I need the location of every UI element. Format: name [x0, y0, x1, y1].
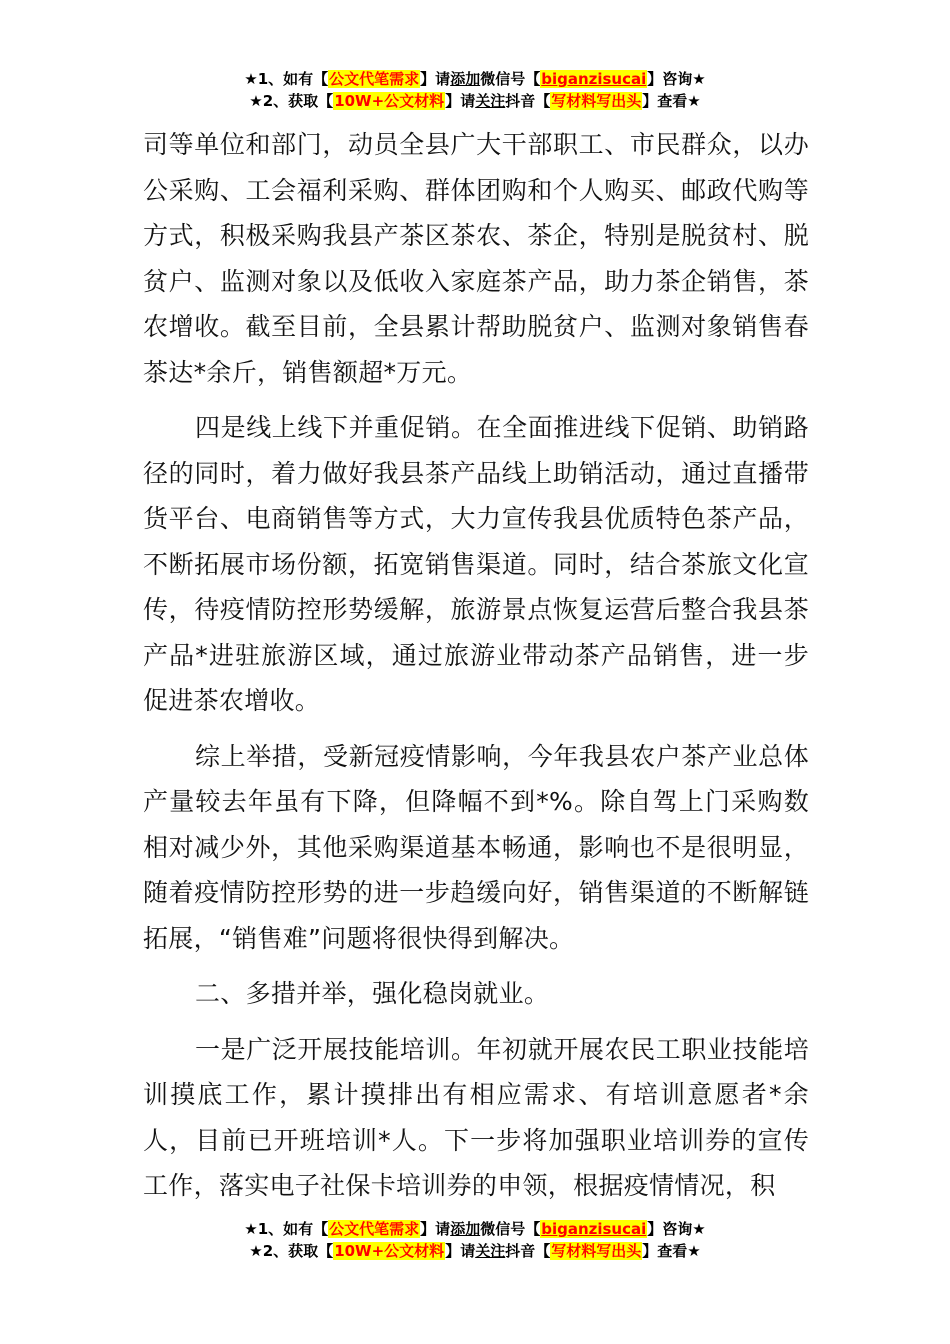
banner-text: 】请	[445, 92, 476, 110]
banner-text: 】查看★	[642, 92, 701, 110]
paragraph: 司等单位和部门，动员全县广大干部职工、市民群众，以办公采购、工会福利采购、群体团购和个人购买、邮政代购等方式，积极采购我县产茶区茶农、茶企，特别是脱贫村、脱贫户、监测对象以及低收入家庭茶产品，助力茶企销售，茶农增收。截至目前，全县累计帮助脱贫户、监测对象销售春茶达*余斤，销售额超*万元。	[143, 130, 809, 387]
paragraph: 一是广泛开展技能培训。年初就开展农民工职业技能培训摸底工作，累计摸排出有相应需求、有培训意愿者*余人，目前已开班培训*人。下一步将加强职业培训券的宣传工作，落实电子社保卡培训券的申领，根据疫情情况，积	[143, 1034, 809, 1200]
banner-emphasis: 关注	[475, 1242, 506, 1260]
highlight-douyin-account: 写材料写出头	[551, 1242, 642, 1260]
highlight-service: 公文代笔需求	[329, 1220, 420, 1238]
paragraph: 四是线上线下并重促销。在全面推进线下促销、助销路径的同时，着力做好我县茶产品线上助销活动，通过直播带货平台、电商销售等方式，大力宣传我县优质特色茶产品，不断拓展市场份额，拓宽销售渠道。同时，结合茶旅文化宣传，待疫情防控形势缓解，旅游景点恢复运营后整合我县茶产品*进驻旅游区域，通过旅游业带动茶产品销售，进一步促进茶农增收。	[143, 413, 809, 715]
banner-text: ★1、如有【	[244, 1220, 329, 1238]
paragraph: 综上举措，受新冠疫情影响，今年我县农户茶产业总体产量较去年虽有下降，但降幅不到*%。除自驾上门采购数相对减少外，其他采购渠道基本畅通，影响也不是很明显，随着疫情防控形势的进一步趋缓向好，销售渠道的不断解链拓展，“销售难”问题将很快得到解决。	[143, 741, 809, 953]
highlight-douyin-account: 写材料写出头	[551, 92, 642, 110]
banner-text: 】请	[420, 1220, 451, 1238]
banner-text: ★2、获取【	[249, 92, 334, 110]
banner-text: 】请	[420, 70, 451, 88]
banner-text: 微信号【	[480, 1220, 541, 1238]
banner-text: 抖音【	[505, 1242, 551, 1260]
footer-banner	[0, 1218, 950, 1262]
banner-text: 】查看★	[642, 1242, 701, 1260]
banner-text: 】咨询★	[647, 1220, 706, 1238]
banner-text: 】咨询★	[647, 70, 706, 88]
highlight-wechat-id: biganzisucai	[541, 1220, 647, 1238]
banner-emphasis: 添加	[450, 70, 481, 88]
banner-emphasis: 关注	[475, 92, 506, 110]
banner-line-1	[0, 1218, 950, 1240]
header-banner	[0, 68, 950, 112]
banner-text: 】请	[445, 1242, 476, 1260]
banner-text: ★1、如有【	[244, 70, 329, 88]
banner-line-1	[0, 68, 950, 90]
highlight-materials: 10W+公文材料	[334, 92, 445, 110]
highlight-wechat-id: biganzisucai	[541, 70, 647, 88]
banner-line-2	[0, 1240, 950, 1262]
banner-emphasis: 添加	[450, 1220, 481, 1238]
highlight-materials: 10W+公文材料	[334, 1242, 445, 1260]
highlight-service: 公文代笔需求	[329, 70, 420, 88]
banner-text: ★2、获取【	[249, 1242, 334, 1260]
document-body	[143, 122, 809, 1219]
banner-text: 抖音【	[505, 92, 551, 110]
section-heading: 二、多措并举，强化稳岗就业。	[195, 979, 550, 1008]
banner-text: 微信号【	[480, 70, 541, 88]
banner-line-2	[0, 90, 950, 112]
